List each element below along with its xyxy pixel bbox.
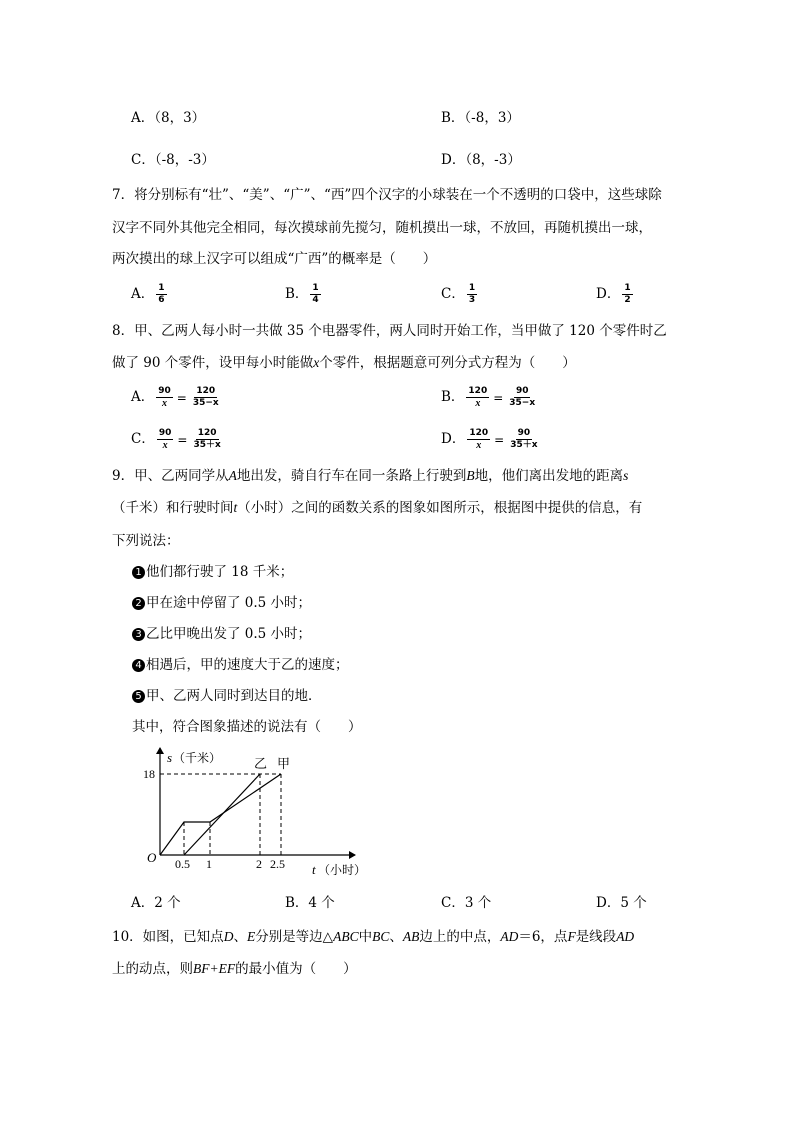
q6-option-d: D．（8，-3） [441, 152, 521, 168]
x-tick-2-5: 2.5 [270, 857, 285, 871]
q9-option-c: C．3 个 [441, 895, 492, 911]
q9-statement-2: 2 甲在途中停留了 0.5 小时； [132, 591, 311, 611]
q8-option-a: A． $\frac{90}{x}$ = $\frac{120}{35-x}$ [131, 385, 219, 409]
y-axis-var: s [167, 750, 173, 765]
q9-option-d: D．5 个 [596, 895, 647, 911]
origin-label: O [147, 850, 157, 865]
q9-question: 其中，符合图象描述的说法有（ ） [132, 719, 362, 735]
x-tick-0-5: 0.5 [175, 857, 190, 871]
q7-option-c: C． $\frac{1}{3}$ [441, 283, 476, 305]
q8-text-line2: 做了 90 个零件，设甲每小时能做x个零件，根据题意可列分式方程为（ ） [112, 355, 576, 371]
line-jia [160, 774, 281, 855]
label-jia: 甲 [277, 756, 291, 771]
q9-text-line1: 9．甲、乙两同学从A地出发，骑自行车在同一条路上行驶到B地，他们离出发地的距离s [112, 468, 629, 484]
q10-text-line2: 上的动点，则BF+EF的最小值为（ ） [112, 961, 357, 977]
q9-statement-4: 4 相遇后，甲的速度大于乙的速度； [132, 653, 349, 673]
q9-statement-3: 3 乙比甲晚出发了 0.5 小时； [132, 622, 311, 642]
y-tick-18: 18 [143, 767, 155, 781]
q6-option-b: B．（-8，3） [441, 110, 520, 126]
label-yi: 乙 [254, 756, 268, 771]
q7-option-b: B． $\frac{1}{4}$ [285, 283, 319, 305]
q9-statement-1: 1 他们都行驶了 18 千米； [132, 560, 293, 580]
y-axis-unit: （千米） [173, 751, 222, 765]
q6-option-a: A．（8，3） [131, 110, 206, 126]
q9-option-b: B．4 个 [285, 895, 335, 911]
x-axis-var: t [312, 862, 316, 877]
q7-text-line2: 汉字不同外其他完全相同，每次摸球前先搅匀，随机摸出一球，不放回，再随机摸出一球， [112, 220, 652, 236]
q7-text-line1: 7．将分别标有“壮”、“美”、“广”、“西”四个汉字的小球装在一个不透明的口袋中，这些球除 [112, 187, 662, 203]
q7-option-d: D． $\frac{1}{2}$ [596, 283, 631, 305]
q9-statement-5: 5 甲、乙两人同时到达目的地． [132, 684, 322, 704]
q7-text-line3: 两次摸出的球上汉字可以组成“广西”的概率是（ ） [112, 251, 437, 267]
q8-option-d: D． $\frac{120}{x}$ = $\frac{90}{35+x}$ [441, 427, 538, 451]
q9-option-a: A．2 个 [131, 895, 181, 911]
q8-option-b: B． $\frac{120}{x}$ = $\frac{90}{35-x}$ [441, 385, 536, 409]
q9-graph [140, 740, 380, 880]
q6-option-c: C．（-8，-3） [131, 152, 215, 168]
q7-option-a: A． $\frac{1}{6}$ [131, 283, 165, 305]
q8-text-line1: 8．甲、乙两人每小时一共做 35 个电器零件，两人同时开始工作，当甲做了 120 个零件时乙 [112, 323, 667, 339]
x-tick-1: 1 [206, 857, 212, 871]
x-tick-2: 2 [256, 857, 262, 871]
x-axis-unit: （小时） [318, 863, 367, 877]
q9-text-line2: （千米）和行驶时间t（小时）之间的函数关系的图象如图所示，根据图中提供的信息，有 [112, 500, 643, 516]
q9-text-line3: 下列说法： [112, 533, 180, 549]
q10-text-line1: 10．如图，已知点D、E分别是等边△ABC中BC、AB边上的中点，AD＝6，点F是线段AD [112, 929, 635, 945]
line-yi [184, 774, 260, 855]
q8-option-c: C． $\frac{90}{x}$ = $\frac{120}{35+x}$ [131, 427, 221, 451]
